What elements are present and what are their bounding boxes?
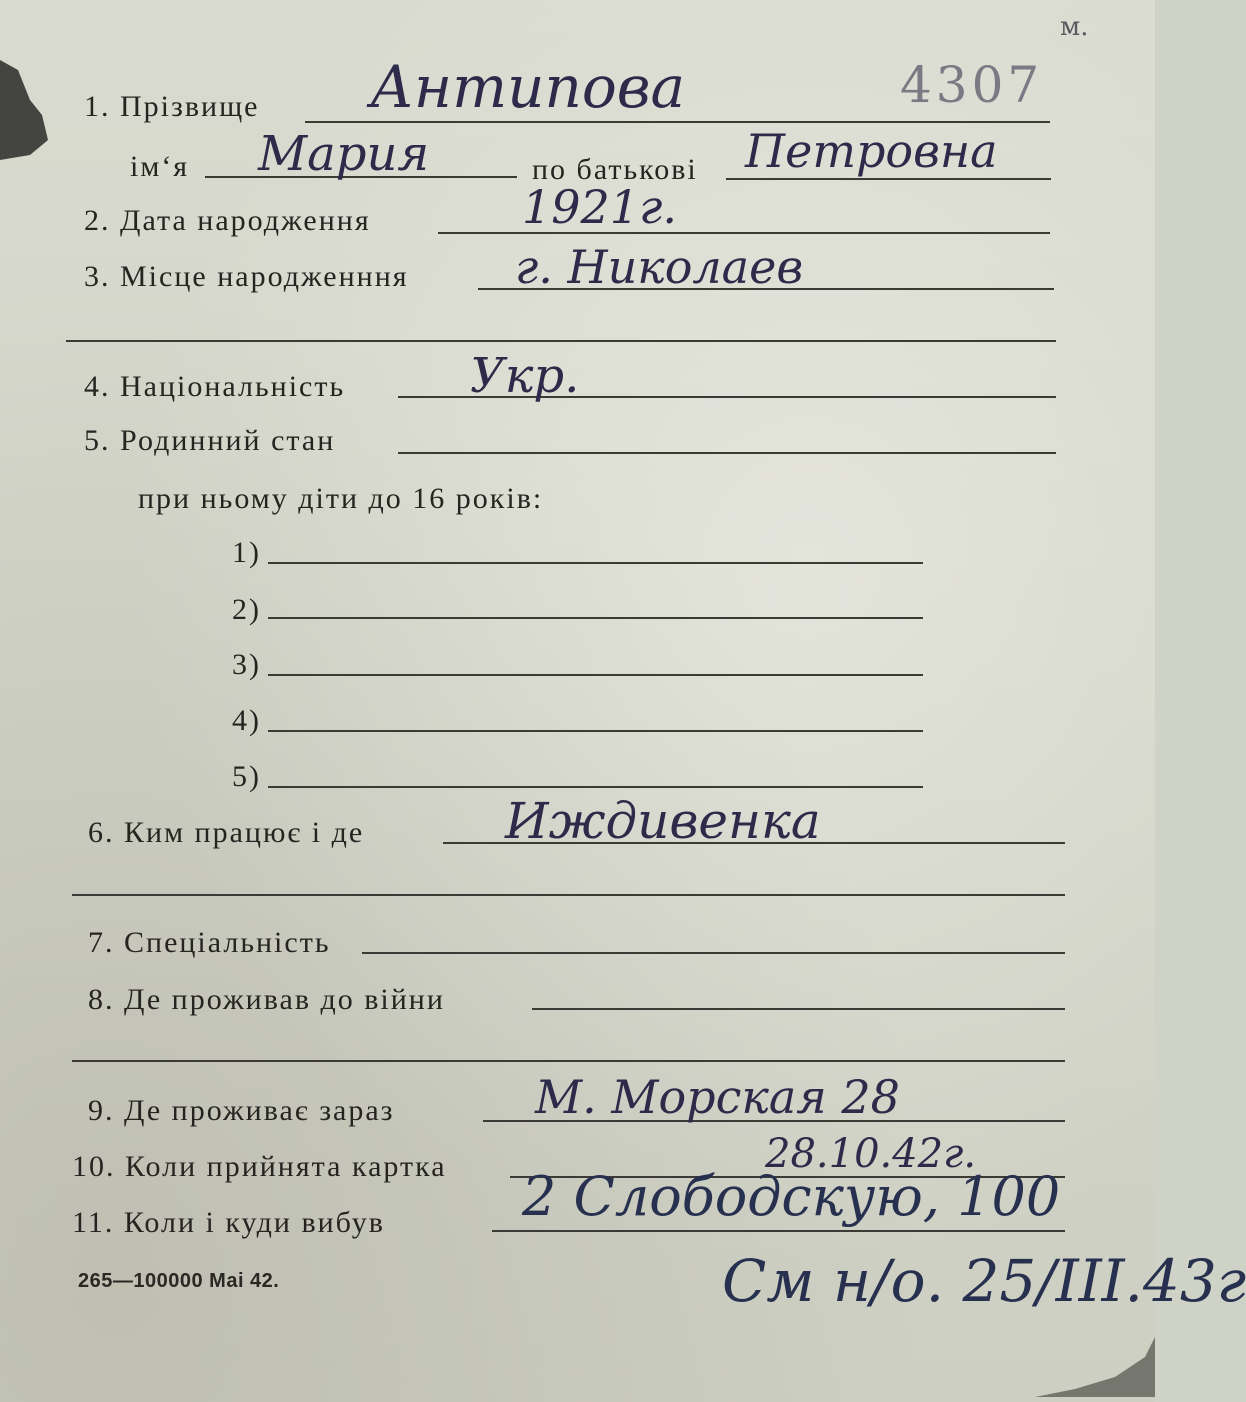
child-5-label: 5)	[232, 760, 261, 793]
print-footer: 265—100000 Mai 42.	[78, 1270, 280, 1292]
birth-date-value: 1921г.	[522, 180, 677, 234]
departed-value-line2: См н/о. 25/III.43г	[722, 1247, 1246, 1315]
departed-label: 11. Коли і куди вибув	[72, 1206, 385, 1239]
birth-place-value: г. Николаев	[515, 240, 804, 294]
birth-place-line-2	[66, 340, 1056, 342]
child-4-line	[268, 730, 923, 732]
corner-dark-edge	[1035, 1337, 1155, 1402]
occupation-label: 6. Ким працює і де	[88, 816, 365, 849]
marital-status-line	[398, 452, 1056, 454]
surname-value: Антипова	[370, 53, 686, 121]
occupation-value: Иждивенка	[505, 792, 821, 850]
departed-value-line1: 2 Слободскую, 100	[522, 1165, 1061, 1228]
child-3-label: 3)	[232, 648, 261, 681]
name-label: ім‘я	[130, 150, 190, 183]
card-number: 4307	[900, 56, 1044, 114]
child-3-line	[268, 674, 923, 676]
nationality-label: 4. Національність	[84, 370, 346, 403]
departed-line	[492, 1230, 1065, 1232]
patronymic-label: по батькові	[532, 153, 698, 186]
card-accepted-label: 10. Коли прийнята картка	[72, 1150, 447, 1183]
birth-place-label: 3. Місце народженння	[84, 260, 409, 293]
child-2-line	[268, 617, 923, 619]
surname-line	[305, 121, 1050, 123]
corner-mark: м.	[1060, 12, 1089, 42]
birth-date-label: 2. Дата народження	[84, 204, 371, 237]
children-header: при ньому діти до 16 років:	[138, 482, 544, 515]
surname-label: 1. Прізвище	[84, 90, 260, 123]
child-1-line	[268, 562, 923, 564]
speciality-line	[362, 952, 1065, 954]
name-value: Мария	[258, 126, 430, 182]
speciality-label: 7. Спеціальність	[88, 926, 331, 959]
child-1-label: 1)	[232, 536, 261, 569]
current-residence-value: М. Морская 28	[535, 1070, 900, 1124]
patronymic-value: Петровна	[745, 124, 998, 178]
prewar-residence-label: 8. Де проживав до війни	[88, 983, 445, 1016]
prewar-residence-line	[532, 1008, 1065, 1010]
child-2-label: 2)	[232, 593, 261, 626]
corner-stain	[0, 60, 60, 165]
child-4-label: 4)	[232, 704, 261, 737]
child-5-line	[268, 786, 923, 788]
marital-status-label: 5. Родинний стан	[84, 424, 336, 457]
occupation-line-2	[72, 894, 1065, 896]
patronymic-line	[726, 178, 1051, 180]
nationality-value: Укр.	[470, 348, 580, 404]
prewar-residence-line-2	[72, 1060, 1065, 1062]
card-accepted-value: 28.10.42г.	[765, 1131, 977, 1177]
current-residence-label: 9. Де проживає зараз	[88, 1094, 395, 1127]
